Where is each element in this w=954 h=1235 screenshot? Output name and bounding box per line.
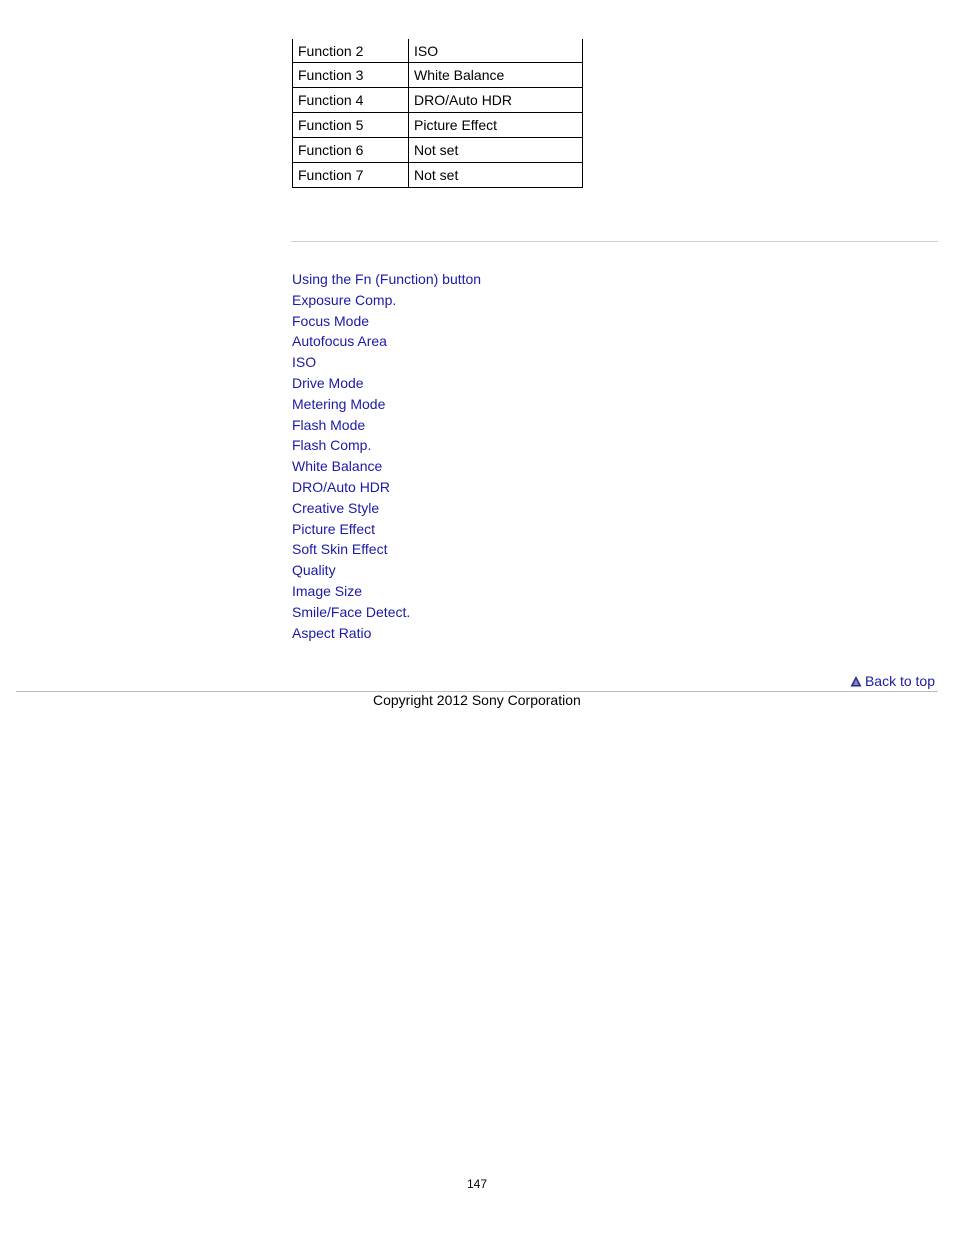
- back-to-top-link[interactable]: [850, 673, 935, 689]
- setting-cell: Not set: [409, 163, 583, 188]
- list-item: [292, 331, 481, 352]
- list-item: [292, 498, 481, 519]
- link-creative-style[interactable]: Creative Style: [292, 499, 380, 516]
- link-quality[interactable]: Quality: [292, 562, 336, 579]
- list-item: [292, 435, 481, 456]
- link-picture-effect[interactable]: Picture Effect: [292, 520, 376, 537]
- link-soft-skin-effect[interactable]: Soft Skin Effect: [292, 541, 388, 558]
- link-dro-auto-hdr[interactable]: DRO/Auto HDR: [292, 478, 391, 495]
- link-white-balance[interactable]: White Balance: [292, 458, 383, 475]
- setting-cell: Picture Effect: [409, 113, 583, 138]
- list-item: [292, 560, 481, 581]
- function-cell: Function 4: [293, 88, 409, 113]
- link-exposure-comp[interactable]: Exposure Comp.: [292, 291, 397, 308]
- back-to-top-label: Back to top: [864, 673, 935, 689]
- table-row: [293, 163, 583, 188]
- function-cell: Function 2: [293, 39, 409, 63]
- link-flash-comp[interactable]: Flash Comp.: [292, 437, 372, 454]
- link-smile-face-detect[interactable]: Smile/Face Detect.: [292, 603, 411, 620]
- list-item: [292, 477, 481, 498]
- page-number: 147: [466, 1177, 488, 1191]
- table-row: [293, 39, 583, 63]
- up-triangle-icon: [850, 675, 862, 687]
- function-cell: Function 3: [293, 63, 409, 88]
- related-topics-list: [292, 269, 481, 643]
- section-divider: [291, 241, 938, 242]
- list-item: [292, 311, 481, 332]
- link-flash-mode[interactable]: Flash Mode: [292, 416, 366, 433]
- list-item: [292, 602, 481, 623]
- table-row: [293, 138, 583, 163]
- setting-cell: DRO/Auto HDR: [409, 88, 583, 113]
- list-item: [292, 352, 481, 373]
- link-focus-mode[interactable]: Focus Mode: [292, 312, 370, 329]
- table-row: [293, 88, 583, 113]
- function-cell: Function 7: [293, 163, 409, 188]
- setting-cell: ISO: [409, 39, 583, 63]
- function-cell: Function 5: [293, 113, 409, 138]
- list-item: [292, 623, 481, 644]
- list-item: [292, 581, 481, 602]
- list-item: [292, 456, 481, 477]
- link-using-fn-button[interactable]: Using the Fn (Function) button: [292, 271, 482, 287]
- link-image-size[interactable]: Image Size: [292, 582, 363, 599]
- copyright-text: Copyright 2012 Sony Corporation: [373, 692, 581, 708]
- list-item: [292, 415, 481, 436]
- link-autofocus-area[interactable]: Autofocus Area: [292, 333, 387, 350]
- link-drive-mode[interactable]: Drive Mode: [292, 374, 364, 391]
- function-assignment-table: [292, 39, 583, 188]
- list-item: [292, 269, 481, 290]
- table-row: [293, 113, 583, 138]
- setting-cell: Not set: [409, 138, 583, 163]
- link-aspect-ratio[interactable]: Aspect Ratio: [292, 624, 372, 641]
- list-item: [292, 519, 481, 540]
- function-cell: Function 6: [293, 138, 409, 163]
- list-item: [292, 539, 481, 560]
- link-iso[interactable]: ISO: [292, 354, 317, 371]
- list-item: [292, 394, 481, 415]
- list-item: [292, 290, 481, 311]
- table-row: [293, 63, 583, 88]
- link-metering-mode[interactable]: Metering Mode: [292, 395, 386, 412]
- setting-cell: White Balance: [409, 63, 583, 88]
- list-item: [292, 373, 481, 394]
